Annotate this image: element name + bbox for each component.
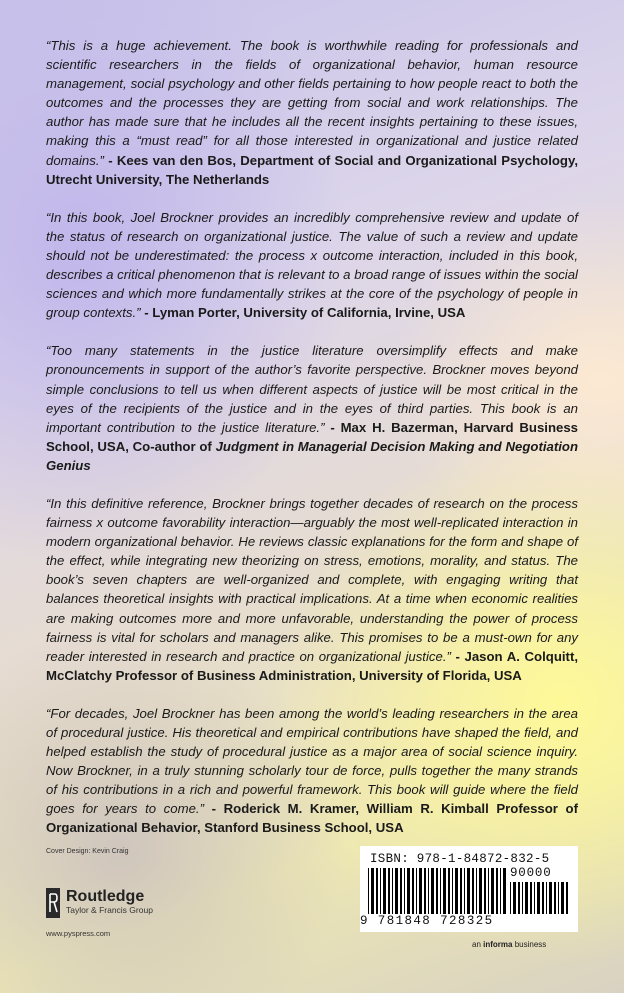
isbn-barcode	[360, 846, 578, 932]
book-titles: Judgment in Managerial Decision Making and Negotiation Genius	[46, 438, 579, 473]
quote-attribution: - Roderick M. Kramer, William R. Kimball Professor of Organizational Behavior, Stanford Business School, USA	[46, 801, 578, 836]
quote-text: “For decades, Joel Brockner has been among the world’s leading researchers in the area of procedural justice. His theoretical and empirical contributions have shaped the field, and helped establish the study of procedural justice as a major area of social science inquiry. Now Brockner, in a truly stunning scholarly tour de force, pulls together the many strands of his contributions in a rich and powerful framework. This book will guide where the field goes for years to come.”	[46, 705, 578, 817]
publisher-group: Taylor & Francis Group	[66, 905, 153, 915]
informa-tagline: an informa business	[472, 940, 547, 949]
endorsement-quote	[46, 36, 578, 189]
price-code: 90000	[510, 866, 552, 880]
endorsement-quote	[46, 341, 578, 475]
endorsements	[46, 36, 578, 857]
cover-credit: Cover Design: Kevin Craig	[46, 848, 129, 855]
routledge-logo-icon	[46, 888, 60, 918]
publisher-url: www.pyspress.com	[46, 929, 111, 938]
barcode-bars	[368, 868, 508, 914]
quote-attribution: - Jason A. Colquitt, McClatchy Professor of Business Administration, University of Florida, USA	[46, 648, 579, 683]
publisher-logo	[46, 888, 153, 918]
addon-barcode-bars	[510, 882, 572, 914]
quote-text: “In this book, Joel Brockner provides an incredibly comprehensive review and update of the status of research on organizational justice. The value of such a review and update should not be underestimated: the process x outcome interaction, included in this book, describes a critical phenomenon that is relevant to a broad range of issues within the social sciences and which more fundamentally strikes at the core of the psychology of people in group contexts.”	[46, 209, 578, 321]
quote-text: “In this definitive reference, Brockner brings together decades of research on the process fairness x outcome favorability interaction—arguably the most well-replicated interaction in modern organizational behavior. He reviews classic explanations for the form and shape of the effect, while integrating new theorizing on stress, emotions, morality, and status. The book’s seven chapters are well-organized and complete, with engaging writing that balances theoretical insights with practical implications. At a time when economic realities are making outcomes more and more unfavorable, understanding the power of process fairness is vital for scholars and managers alike. This promises to be a must-own for any reader interested in research and practice on organizational justice.”	[46, 495, 578, 664]
endorsement-quote	[46, 208, 578, 323]
quote-text: “This is a huge achievement. The book is worthwhile reading for professionals and scientific researchers in the fields of organizational behavior, human resource management, social psychology and other fields pertaining to how people react to both the outcomes and the processes they are getting from social and work relationships. The author has made sure that he includes all the recent insights pertaining to these issues, making this a “must read” for all those interested in organizational and justice related domains.”	[46, 38, 578, 168]
endorsement-quote	[46, 494, 578, 685]
isbn-label: ISBN: 978-1-84872-832-5	[370, 852, 550, 866]
quote-text: “Too many statements in the justice literature oversimplify effects and make pronouncements in support of the author’s favorite perspective. Brockner moves beyond simple conclusions to tell us when different aspects of justice will be most critical in the eyes of the recipients of the justice and in the eyes of third parties. This book is an important contribution to the justice literature.”	[46, 343, 578, 435]
quote-attribution: - Max H. Bazerman, Harvard Business School, USA, Co-author of Judgment in Managerial Decision Making and Negotiation Genius	[46, 419, 579, 473]
endorsement-quote	[46, 704, 578, 838]
publisher-name: Routledge	[66, 888, 145, 905]
quote-attribution: - Lyman Porter, University of California, Irvine, USA	[140, 305, 466, 321]
barcode-digits: 9 781848 728325	[360, 914, 494, 928]
quote-attribution: - Kees van den Bos, Department of Social and Organizational Psychology, Utrecht University, The Netherlands	[46, 152, 578, 187]
